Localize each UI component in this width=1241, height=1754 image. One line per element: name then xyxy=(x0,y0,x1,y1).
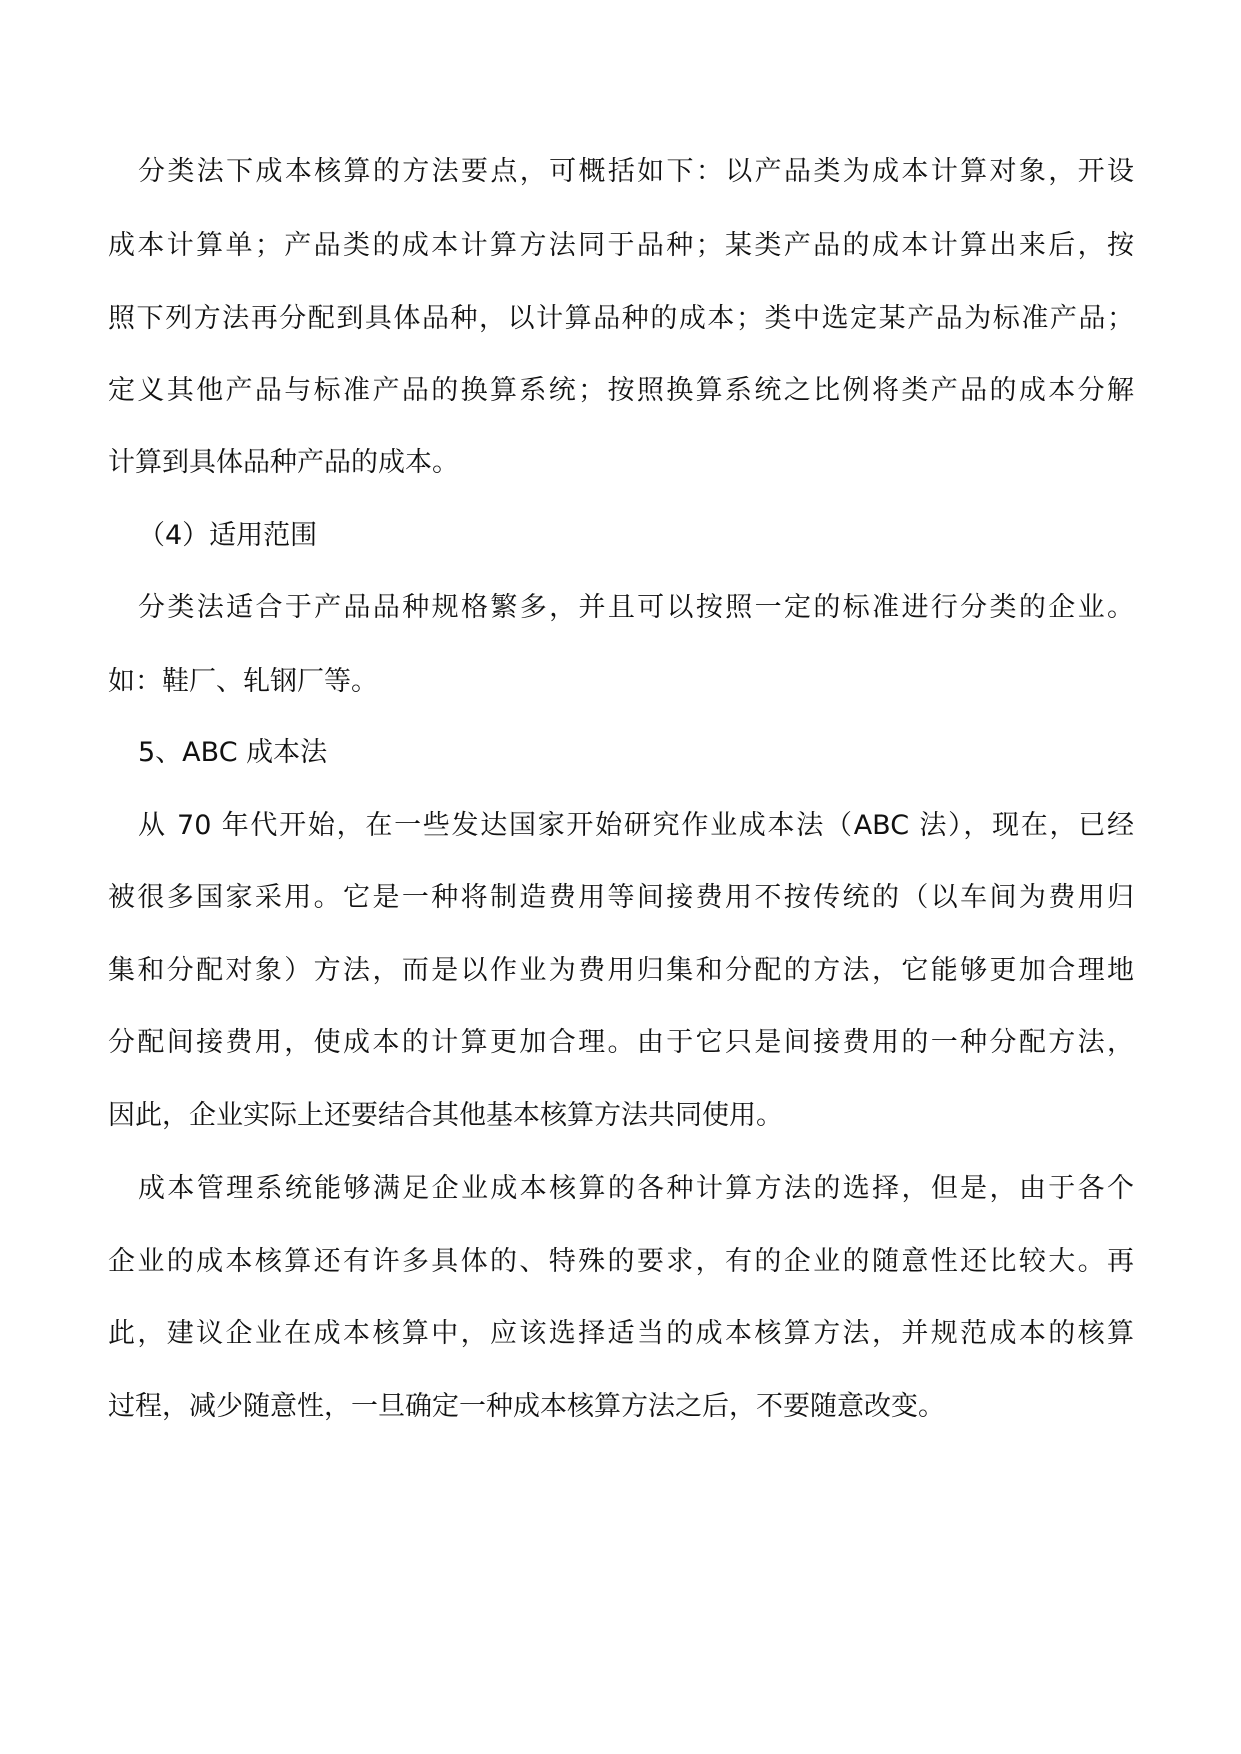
paragraph-line: 从 70 年代开始，在一些发达国家开始研究作业成本法（ABC 法），现在，已经 xyxy=(138,810,1134,841)
paragraph-line: 定义其他产品与标准产品的换算系统；按照换算系统之比例将类产品的成本分解 xyxy=(108,375,1134,406)
paragraph-line: 分类法下成本核算的方法要点，可概括如下：以产品类为成本计算对象，开设 xyxy=(138,156,1134,187)
paragraph-line: 成本计算单；产品类的成本计算方法同于品种；某类产品的成本计算出来后，按 xyxy=(108,230,1134,261)
section-heading: 5、ABC 成本法 xyxy=(138,737,328,768)
paragraph-line: 此，建议企业在成本核算中，应该选择适当的成本核算方法，并规范成本的核算 xyxy=(108,1318,1134,1349)
paragraph-line: 分类法适合于产品品种规格繁多，并且可以按照一定的标准进行分类的企业。 xyxy=(138,592,1134,623)
paragraph-line: 成本管理系统能够满足企业成本核算的各种计算方法的选择，但是，由于各个 xyxy=(138,1173,1134,1204)
paragraph-line: 集和分配对象）方法，而是以作业为费用归集和分配的方法，它能够更加合理地 xyxy=(108,955,1134,986)
section-heading: （4）适用范围 xyxy=(138,520,318,551)
paragraph-line: 如：鞋厂、轧钢厂等。 xyxy=(108,666,378,697)
paragraph-line: 被很多国家采用。它是一种将制造费用等间接费用不按传统的（以车间为费用归 xyxy=(108,882,1134,913)
paragraph-line: 照下列方法再分配到具体品种，以计算品种的成本；类中选定某产品为标准产品； xyxy=(108,303,1134,334)
paragraph-line: 分配间接费用，使成本的计算更加合理。由于它只是间接费用的一种分配方法， xyxy=(108,1027,1134,1058)
paragraph-line: 过程，减少随意性，一旦确定一种成本核算方法之后，不要随意改变。 xyxy=(108,1391,945,1422)
paragraph-line: 计算到具体品种产品的成本。 xyxy=(108,447,459,478)
paragraph-line: 因此，企业实际上还要结合其他基本核算方法共同使用。 xyxy=(108,1100,783,1131)
paragraph-line: 企业的成本核算还有许多具体的、特殊的要求，有的企业的随意性还比较大。再 xyxy=(108,1246,1134,1277)
